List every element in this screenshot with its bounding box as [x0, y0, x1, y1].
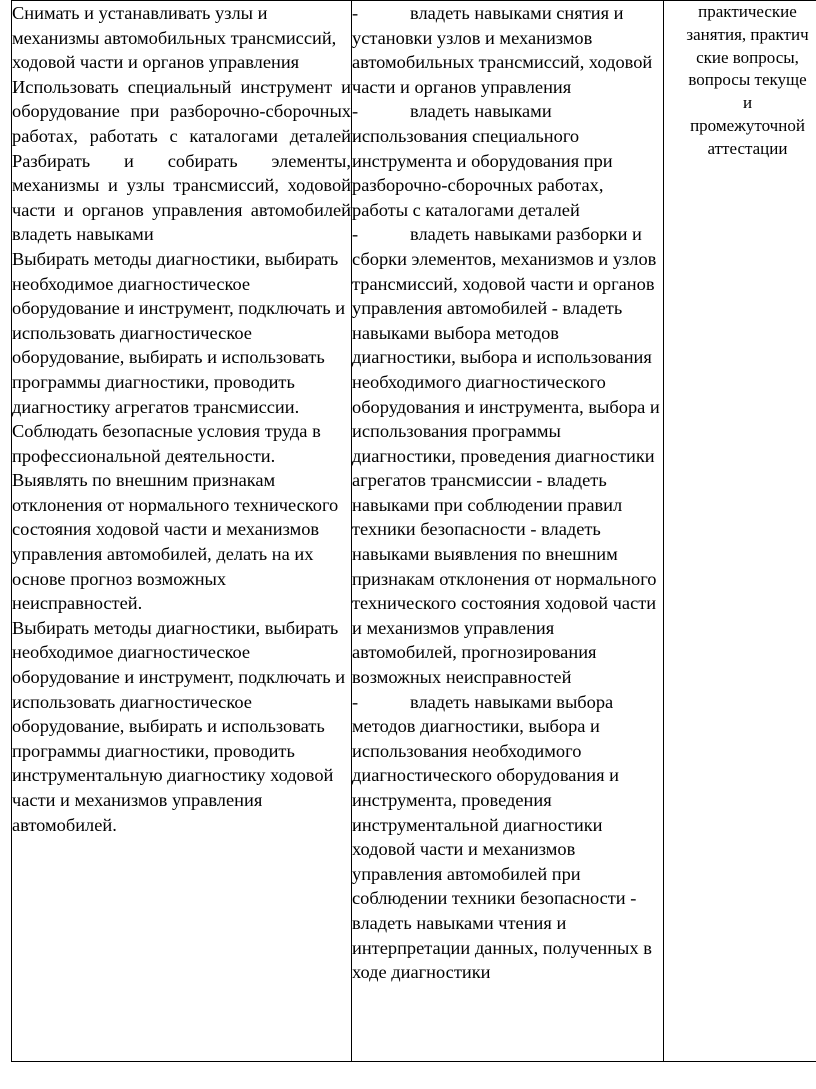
skill-paragraph-2: Использовать специальный инструмент и оборудование при разборочно-сборочных работах, работать с каталогами деталей Разбирать и собирать элементы, механизмы и узлы трансмиссий, ходовой части и органов управления автомобилей владеть навыками: [12, 76, 351, 245]
assessment-line: практические: [698, 2, 797, 21]
ability-text-3: владеть навыками разборки и сборки элементов, механизмов и узлов трансмиссий, ходовой части и органов управления автомобилей - владеть навыками выбора методов диагностики, выбора и использования необходимого диагностического оборудования и инструмента, выбора и использования программы диагностики, проведения диагностики агрегатов трансмиссии - владеть навыками при соблюдении правил техники безопасности - владеть навыками выявления по внешним признакам отклонения от нормального технического состояния ходовой части и механизмов управления автомобилей, прогнозирования возможных неисправностей: [352, 224, 660, 688]
ability-item-1: [352, 1, 663, 99]
table-row: [12, 1, 816, 1062]
skill-paragraph-5: Выявлять по внешним признакам отклонения от нормального технического состояния ходовой части и механизмов управления автомобилей, делать на их основе прогноз возможных неисправностей.: [12, 470, 339, 614]
skill-paragraph-3: Выбирать методы диагностики, выбирать необходимое диагностическое оборудование и инструмент, подключать и использовать диагностическое оборудование, выбирать и использовать программы диагностики, проводить диагностику агрегатов трансмиссии.: [12, 248, 346, 417]
skill-paragraph-1: Снимать и устанавливать узлы и механизмы автомобильных трансмиссий, ходовой части и органов управления: [12, 3, 337, 73]
list-dash: -: [352, 101, 359, 122]
ability-text-1: владеть навыками снятия и установки узлов и механизмов автомобильных трансмиссий, ходовой части и органов управления: [352, 3, 653, 97]
abilities-cell: [352, 1, 664, 1062]
assessment-line: промежуточной: [690, 115, 805, 135]
list-dash: -: [352, 224, 359, 245]
ability-item-2: [352, 99, 663, 222]
list-dash: -: [352, 3, 359, 23]
assessment-line: ские вопросы,: [696, 47, 799, 67]
assessment-line: и: [742, 93, 753, 113]
ability-item-3: [352, 222, 663, 689]
competency-table: [11, 0, 816, 1062]
assessment-line: занятия, практич: [686, 24, 809, 44]
ability-text-2: владеть навыками использования специального инструмента и оборудования при разборочно-сборочных работах, работы с каталогами деталей: [352, 101, 613, 220]
list-dash: -: [352, 691, 359, 712]
skills-cell: [12, 1, 352, 1062]
assessment-forms-cell: [664, 1, 816, 1062]
skill-paragraph-6: Выбирать методы диагностики, выбирать необходимое диагностическое оборудование и инструмент, подключать и использовать диагностическое оборудование, выбирать и использовать программы диагностики, проводить инструментальную диагностику ходовой части и механизмов управления автомобилей.: [12, 617, 346, 835]
ability-item-4: [352, 690, 663, 985]
skill-paragraph-4: Соблюдать безопасные условия труда в профессиональной деятельности.: [12, 421, 321, 466]
assessment-line: аттестации: [707, 138, 788, 158]
ability-text-4: владеть навыками выбора методов диагностики, выбора и использования необходимого диагностического оборудования и инструмента, проведения инструментальной диагностики ходовой части и механизмов управления автомобилей при соблюдении техники безопасности - владеть навыками чтения и интерпретации данных, полученных в ходе диагностики: [352, 691, 652, 983]
assessment-line: вопросы текуще: [688, 70, 807, 90]
